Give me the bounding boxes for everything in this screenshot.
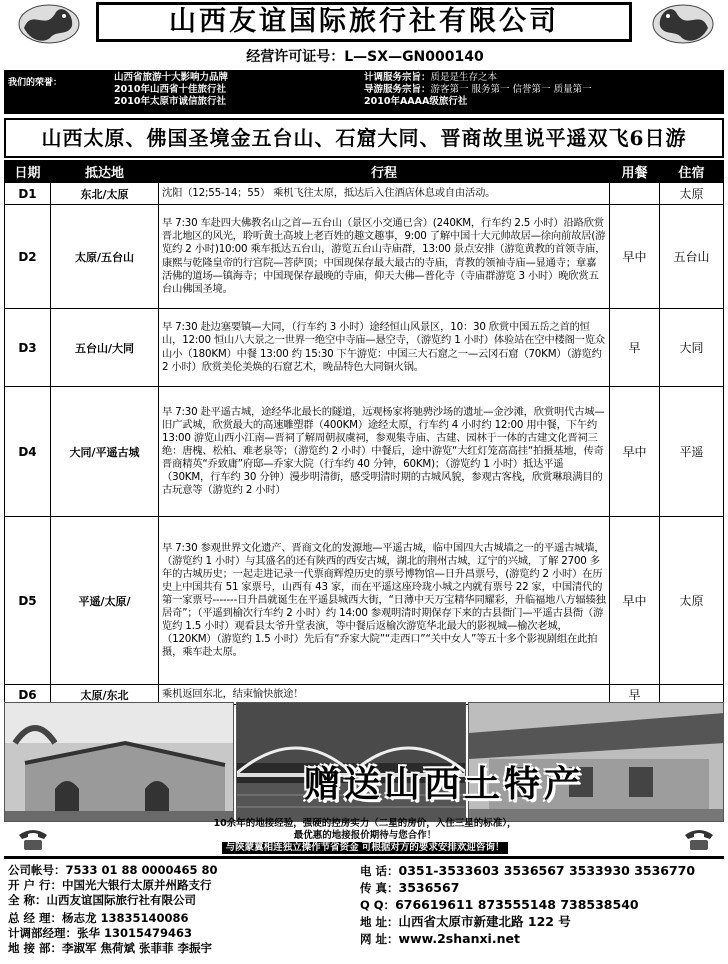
motto-label: 导游服务宗旨： <box>364 84 431 95</box>
general-manager: 总 经 理：杨志龙 13835140086 <box>8 911 189 925</box>
day-cell: D6 <box>5 685 51 705</box>
column-header: 住宿 <box>660 161 724 183</box>
table-row <box>5 183 724 205</box>
dragon-emblem-icon <box>650 2 716 46</box>
slogan-line: 最优惠的地接报价期待与您合作！ <box>293 830 437 841</box>
website-link[interactable]: 网 址：www.2shanxi.net <box>360 931 520 946</box>
meal-cell <box>610 183 660 205</box>
itinerary-cell: 沈阳（12;55-14；55） 乘机飞往太原，抵达后入住酒店休息或自由活动。 <box>159 183 610 205</box>
honor-item: 2010年山西省十佳旅行社 <box>114 84 226 95</box>
day-cell: D2 <box>5 205 51 309</box>
lodging-cell: 五台山 <box>660 205 724 309</box>
meal-cell: 早中 <box>610 517 660 685</box>
day-cell: D3 <box>5 309 51 387</box>
table-header-row <box>5 161 724 183</box>
column-header: 抵达地 <box>51 161 159 183</box>
ground-staff: 地 接 部：李淑军 焦荷斌 张菲菲 李振宇 <box>8 941 213 955</box>
day-cell: D4 <box>5 387 51 517</box>
itinerary-cell: 早 7:30 赴边塞要镇—大同，（行车约 3 小时）途经恒山风景区，10：30 欣赏中国五岳之首的恒山，12:00 恒山八大景之一世界一绝空中寺庙—悬空寺，（游览约 1 小时）体验站在空中楼阁一览众山小（180KM）中餐 13:00 约 15:30 下午游览：中国三大石窟之一—云冈石窟（70KM）（游览约 2 小时）欣赏美伦美焕的石窟艺术，晚品特色大同铜火锅。 <box>159 309 610 387</box>
meal-cell: 早中 <box>610 387 660 517</box>
destination-cell: 东北/太原 <box>51 183 159 205</box>
fax-number: 传 真：3536567 <box>360 880 460 895</box>
account-holder: 全 称：山西友谊国际旅行社有限公司 <box>8 893 197 907</box>
license-number: 经营许可证号：L—SX—GN000140 <box>246 49 484 65</box>
bank-account: 公司帐号：7533 01 88 0000465 80 <box>8 863 218 877</box>
table-row <box>5 309 724 387</box>
table-row <box>5 205 724 309</box>
honors-label: 我们的荣誉： <box>8 78 63 88</box>
destination-cell: 大同/平遥古城 <box>51 387 159 517</box>
phone-numbers: 电 话：0351-3533603 3536567 3533930 3536770 <box>360 863 696 878</box>
motto-label: 计调服务宗旨： <box>364 72 431 83</box>
destination-cell: 太原/东北 <box>51 685 159 705</box>
slogan-line: 10余年的地接经验，强硬的控房实力（二星的房价，入住三星的标准）， <box>213 818 517 829</box>
honor-item: 2010年太原市诚信旅行社 <box>114 96 226 107</box>
header <box>0 0 728 48</box>
meal-cell: 早中 <box>610 205 660 309</box>
honor-item: 山西省旅游十大影响力品牌 <box>114 72 229 83</box>
photo-collage <box>4 702 724 826</box>
qq-numbers: Q Q：676619611 873555148 738538540 <box>360 897 639 912</box>
table-row <box>5 517 724 685</box>
motto-text: 游客第一 服务第一 信誉第一 质量第一 <box>430 84 592 95</box>
slogan-line: 与陕蒙冀相连独立操作节省资金 可根据对方的要求安排欢迎咨询！ <box>222 842 509 854</box>
address: 地 址：山西省太原市新建北路 122 号 <box>360 914 571 929</box>
lodging-cell: 大同 <box>660 309 724 387</box>
column-header: 日期 <box>5 161 51 183</box>
gift-banner: 赠送山西土特产 <box>304 763 585 805</box>
day-cell: D5 <box>5 517 51 685</box>
lodging-cell: 太原 <box>660 517 724 685</box>
meal-cell: 早 <box>610 685 660 705</box>
itinerary-cell: 乘机返回东北，结束愉快旅途！ <box>159 685 610 705</box>
company-name: 山西友谊国际旅行社有限公司 <box>96 2 632 42</box>
itinerary-cell: 早 7:30 赴平遥古城，途经华北最长的隧道，远观杨家将驰骋沙场的遗址—金沙滩，欣赏明代古城—旧广武城，欣赏最大的高速雕塑群（400KM）途经太原，行车约 4 小时约 12:00 用中餐，下午约 13:00 游览山西小江南—晋祠了解周朝叔虞祠，参观集寺庙、古建、园林于一体的古建文化晋祠三绝：唐槐、松柏、难老泉等；（游览约 2 小时）中餐后，途中游览“大红灯笼高高挂“拍摄基地，传奇晋商精英“乔致庸”府邸—乔家大院（行车约 40 分钟，60KM)；（游览约 1 小时）抵达平遥（30KM，行车约 30 分钟）漫步明清街，感受明清时期的古城风貌，参观古客栈，欣赏琳琅满目的古玩意等（游览约 2 小时） <box>159 387 610 517</box>
meal-cell: 早 <box>610 309 660 387</box>
motto-text: 2010年AAAA级旅行社 <box>364 96 468 107</box>
contact-footer <box>4 856 724 962</box>
table-row <box>5 387 724 517</box>
telephone-icon <box>682 826 716 852</box>
dragon-emblem-icon <box>16 2 82 46</box>
motto-text: 质是是生存之本 <box>430 72 498 83</box>
honors-band <box>4 70 724 114</box>
slogan <box>60 818 670 854</box>
column-header: 行程 <box>159 161 610 183</box>
itinerary-table <box>4 160 724 705</box>
bank-name: 开 户 行：中国光大银行太原并州路支行 <box>8 878 212 892</box>
destination-cell: 五台山/大同 <box>51 309 159 387</box>
column-header: 用餐 <box>610 161 660 183</box>
telephone-icon <box>16 826 50 852</box>
honors-list <box>114 72 228 108</box>
destination-cell: 太原/五台山 <box>51 205 159 309</box>
tour-title: 山西太原、佛国圣境金五台山、石窟大同、晋商故里说平遥双飞6日游 <box>4 118 724 158</box>
lodging-cell: 平遥 <box>660 387 724 517</box>
destination-cell: 平遥/太原/ <box>51 517 159 685</box>
day-cell: D1 <box>5 183 51 205</box>
itinerary-cell: 早 7:30 车赴四大佛教名山之首—五台山（景区小交通已含）(240KM，行车约 2.5 小时）沿路欣赏晋北地区的风光，聆听黄土高坡上老百姓的趣文趣事，9:00 了解中国十大元帅故居—徐向前故居(游览约 2 小时)10:00 乘车抵达五台山，游览五台山寺庙群，13:00 景点安排（游览黄教的首领寺庙，康熙与乾隆皇帝的行宫院—菩萨顶；中国现保存最大最古的寺庙，青教的领袖寺庙—显通寺；章嘉活佛的道场—镇海寺；中国现保存最晚的寺庙，仰天大佛—普化寺（寺庙群游览 3 小时）晚欣赏五台山佛国圣境。 <box>159 205 610 309</box>
mottos <box>364 72 592 108</box>
village-house-photo <box>4 702 234 822</box>
itinerary-cell: 早 7:30 参观世界文化遗产、晋商文化的发源地—平遥古城，临中国四大古城墙之一的平遥古城墙，（游览约 1 小时）与其盛名的还有陕西的西安古城，湖北的荆州古城，辽宁的兴城，了解 2700 多年的古城历史；一起走进记录一代票商辉煌历史的票号博物馆—日升昌票号，(游览约 2 小时）在历史上中国共有 51 家票号，山西有 43 家，而在平遥这座玲珑小城之内就有票号 22 家，中国清代的第一家票号-------日升昌就诞生在平遥县城西大街，“日薄中天万宝精华同耀彩，升临福地八方辐辏独居奇”；（平遥到榆次行车约 2 小时）约 14:00 参观明清时期保存下来的古县衙门—平遥古县衙（游览约 1.5 小时）观看县太爷升堂表演，等中餐后返榆次游览华北最大的影视城—榆次老城，（120KM）（游览约 1.5 小时）先后有“乔家大院”“走西口”“关中女人”等五十多个影视剧组在此拍摄，乘车赴太原。 <box>159 517 610 685</box>
lodging-cell: 太原 <box>660 183 724 205</box>
planning-manager: 计调部经理：张华 13015479463 <box>8 926 193 940</box>
